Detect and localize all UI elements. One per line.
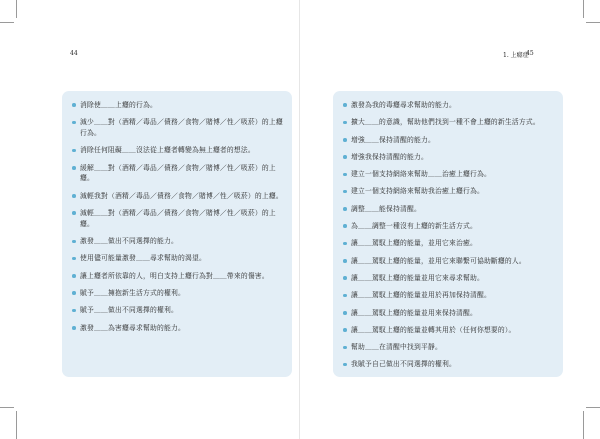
- list-item-text: 讓＿＿駕馭上癮的能量並用來保持清醒。: [351, 308, 477, 317]
- list-item: [343, 273, 555, 284]
- crop-mark: [16, 0, 17, 18]
- list-item-text: 激發＿＿做出不同選擇的能力。: [80, 237, 178, 246]
- list-item-text: 調整＿＿能保持清醒。: [351, 204, 421, 213]
- list-item-text: 激發＿＿為害癮尋求幫助的能力。: [80, 323, 185, 332]
- list-item-text: 讓＿＿駕馭上癮的能量，並用它來治癒。: [351, 239, 477, 248]
- list-item-text: 讓＿＿駕馭上癮的能量並轉其用於（任何你想要的）。: [351, 325, 516, 334]
- list-item: [72, 117, 284, 139]
- list-item-text: 賦予＿＿做出不同選擇的權利。: [80, 306, 178, 315]
- bullet-icon: [343, 259, 347, 263]
- list-item: [343, 169, 555, 180]
- list-item-text: 讓＿＿駕馭上癮的能量並用於再加保持清醒。: [351, 291, 491, 300]
- list-item: [343, 221, 555, 232]
- crop-mark: [16, 411, 17, 439]
- list-item: [343, 238, 555, 249]
- bullet-icon: [72, 166, 76, 170]
- list-item: [343, 152, 555, 163]
- crop-mark: [0, 407, 14, 408]
- list-item: [72, 208, 284, 230]
- list-item: [343, 359, 555, 370]
- bullet-icon: [343, 138, 347, 142]
- list-item: [72, 288, 284, 299]
- bullet-icon: [72, 257, 76, 261]
- list-item-text: 幫助＿＿在清醒中找到平靜。: [351, 343, 442, 352]
- list-item: [343, 100, 555, 111]
- bullet-icon: [72, 309, 76, 313]
- list-item-text: 減輕＿＿對（酒精／毒品／債務／食物／賭博／性／吸菸）的上癮。: [80, 209, 276, 228]
- list-item-text: 使用儘可能量激發＿＿尋求幫助的渴望。: [80, 254, 206, 263]
- list-item-text: 緩解＿＿對（酒精／毒品／債務／食物／賭博／性／吸菸）的上癮。: [80, 163, 276, 183]
- list-item: [343, 186, 555, 197]
- list-item: [72, 145, 284, 156]
- list-item: [72, 163, 284, 185]
- list-item: [343, 204, 555, 215]
- bullet-icon: [343, 242, 347, 246]
- list-item-text: 建立一個支持網絡來幫助我治癒上癮行為。: [351, 187, 484, 196]
- list-item: [343, 342, 555, 353]
- running-head: 1. 上癮症: [503, 52, 529, 59]
- list-item-text: 擴大＿＿的意識，幫助他們找到一種不會上癮的新生活方式。: [351, 118, 540, 127]
- bullet-icon: [72, 121, 76, 125]
- list-item-text: 為＿＿調整一種沒有上癮的新生活方式。: [351, 222, 477, 231]
- left-page-number: 44: [70, 50, 78, 57]
- list-item: [72, 236, 284, 247]
- bullet-icon: [343, 276, 347, 280]
- left-affirmation-list: [62, 91, 292, 333]
- list-item: [343, 290, 555, 301]
- bullet-icon: [72, 149, 76, 153]
- bullet-icon: [343, 363, 347, 367]
- bullet-icon: [343, 224, 347, 228]
- bullet-icon: [72, 240, 76, 244]
- list-item: [72, 100, 284, 111]
- bullet-icon: [343, 103, 347, 107]
- list-item-text: 讓上癮者所依靠的人，明白支持上癮行為對＿＿帶來的傷害。: [80, 271, 269, 280]
- left-affirmation-panel: [62, 91, 292, 377]
- bullet-icon: [72, 291, 76, 295]
- bullet-icon: [72, 211, 76, 215]
- bullet-icon: [72, 103, 76, 107]
- list-item: [72, 253, 284, 264]
- bullet-icon: [343, 346, 347, 350]
- bullet-icon: [343, 207, 347, 211]
- bullet-icon: [343, 294, 347, 298]
- list-item-text: 讓＿＿駕馭上癮的能量，並用它來聯繫可協助斷癮的人。: [351, 256, 526, 265]
- list-item: [343, 117, 555, 128]
- list-item-text: 減少＿＿對（酒精／毒品／債務／食物／賭博／性／吸菸）的上癮行為。: [80, 118, 283, 138]
- bullet-icon: [72, 326, 76, 330]
- bullet-icon: [343, 190, 347, 194]
- crop-mark: [583, 0, 584, 18]
- bullet-icon: [72, 194, 76, 198]
- right-page-number: 45: [526, 50, 534, 57]
- list-item-text: 我賦予自己做出不同選擇的權利。: [351, 360, 456, 369]
- crop-mark: [0, 22, 14, 23]
- crop-mark: [583, 411, 584, 439]
- list-item-text: 建立一個支持網絡來幫助＿＿治癒上癮行為。: [351, 170, 491, 179]
- list-item-text: 賦予＿＿擁抱新生活方式的權利。: [80, 289, 185, 298]
- list-item: [72, 323, 284, 334]
- list-item-text: 減輕我對（酒精／毒品／債務／食物／賭博／性／吸菸）的上癮。: [80, 191, 283, 200]
- bullet-icon: [343, 155, 347, 159]
- right-affirmation-panel: [333, 91, 563, 377]
- list-item-text: 激發為我的毒癮尋求幫助的能力。: [351, 101, 456, 109]
- bullet-icon: [343, 311, 347, 315]
- list-item: [343, 308, 555, 319]
- list-item-text: 消除使＿＿上癮的行為。: [80, 101, 157, 109]
- list-item: [343, 256, 555, 267]
- list-item: [72, 271, 284, 282]
- crop-mark: [586, 22, 600, 23]
- bullet-icon: [72, 274, 76, 278]
- bullet-icon: [343, 328, 347, 332]
- list-item-text: 增強＿＿保持清醒的能力。: [351, 135, 435, 144]
- gutter: [299, 0, 300, 439]
- crop-mark: [586, 407, 600, 408]
- list-item: [72, 305, 284, 316]
- list-item: [343, 325, 555, 336]
- bullet-icon: [343, 173, 347, 177]
- right-affirmation-list: [333, 91, 563, 370]
- list-item-text: 增強我保持清醒的能力。: [351, 152, 428, 161]
- list-item-text: 讓＿＿駕馭上癮的能量並用它來尋求幫助。: [351, 273, 484, 282]
- list-item: [72, 191, 284, 202]
- list-item-text: 消除任何阻礙＿＿沒法從上癮者轉變為無上癮者的想法。: [80, 146, 255, 155]
- list-item: [343, 135, 555, 146]
- bullet-icon: [343, 121, 347, 125]
